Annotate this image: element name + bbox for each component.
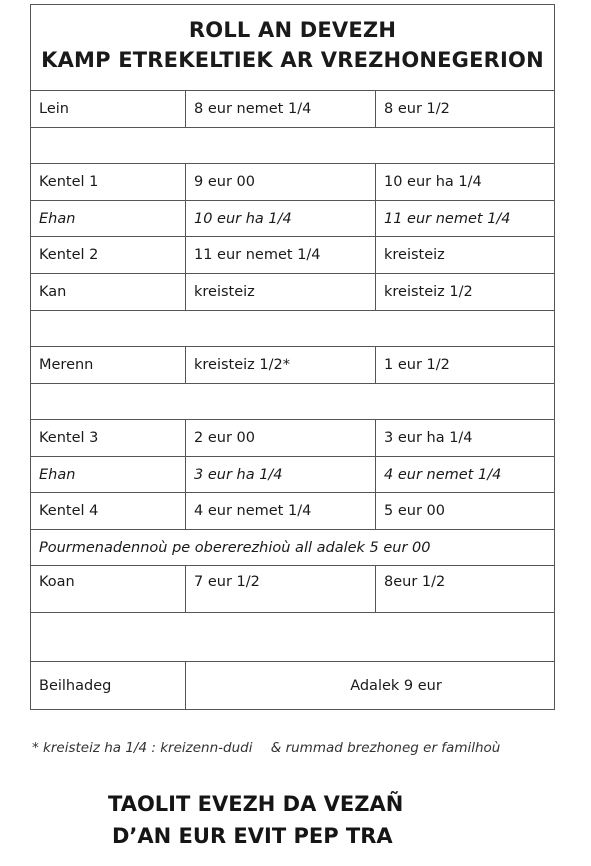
row-time-end: 10 eur ha 1/4 [384,174,482,190]
table-row [31,662,554,709]
row-time-start: kreisteiz [186,274,376,310]
row-time-end: 8 eur 1/2 [384,101,450,117]
table-row [31,493,554,530]
table-row [31,457,554,493]
row-time-end: 8eur 1/2 [384,574,446,590]
row-label: Kentel 3 [31,420,186,456]
row-time-start: 10 eur ha 1/4 [186,201,376,236]
row-time-start: 9 eur 00 [186,164,376,200]
footnote-family: & rummad brezhoneg er familhoù [270,740,501,756]
row-label: Merenn [31,347,186,383]
schedule-table [30,4,555,710]
row-label: Beilhadeg [31,662,186,709]
activities-note: Pourmenadennoù pe obererezhioù all adalek 5 eur 00 [39,539,431,556]
row-time-merged: Adalek 9 eur [350,677,442,694]
row-time-end: kreisteiz [384,247,445,263]
row-label: Kentel 1 [31,164,186,200]
table-row [31,347,554,384]
table-row [31,201,554,237]
tagline-line2: D’AN EUR EVIT PEP TRA [112,824,393,848]
footnote-lunch: * kreisteiz ha 1/4 : kreizenn-dudi [32,740,253,756]
row-time-end: kreisteiz 1/2 [384,284,473,300]
schedule-header [31,5,554,91]
row-label: Koan [31,566,186,612]
row-time-start: 3 eur ha 1/4 [186,457,376,492]
row-time-end: 11 eur nemet 1/4 [384,210,511,227]
row-label: Kentel 4 [31,493,186,529]
row-label: Lein [31,91,186,127]
header-title: ROLL AN DEVEZH [188,18,397,42]
row-time-start: 7 eur 1/2 [186,566,376,612]
table-row [31,420,554,457]
activities-note-row [31,530,554,566]
row-label: Ehan [31,201,186,236]
table-row [31,164,554,201]
row-time-start: 2 eur 00 [186,420,376,456]
spacer-row [31,613,554,662]
row-time-end: 1 eur 1/2 [384,357,450,373]
table-row [31,566,554,613]
row-time-end: 5 eur 00 [384,503,445,519]
row-time-start: kreisteiz 1/2* [186,347,376,383]
table-row [31,91,554,128]
tagline-line1: TAOLIT EVEZH DA VEZAÑ [108,792,404,816]
row-time-end: 3 eur ha 1/4 [384,430,473,446]
spacer-row [31,311,554,347]
footnote [32,740,500,756]
spacer-row [31,128,554,164]
row-time-start: 8 eur nemet 1/4 [186,91,376,127]
row-label: Kan [31,274,186,310]
header-subtitle: KAMP ETREKELTIEK AR VREZHONEGERION [41,48,544,72]
row-label: Kentel 2 [31,237,186,273]
row-time-end: 4 eur nemet 1/4 [384,466,502,483]
row-time-start: 11 eur nemet 1/4 [186,237,376,273]
spacer-row [31,384,554,420]
table-row [31,274,554,311]
row-label: Ehan [31,457,186,492]
table-row [31,237,554,274]
row-time-start: 4 eur nemet 1/4 [186,493,376,529]
